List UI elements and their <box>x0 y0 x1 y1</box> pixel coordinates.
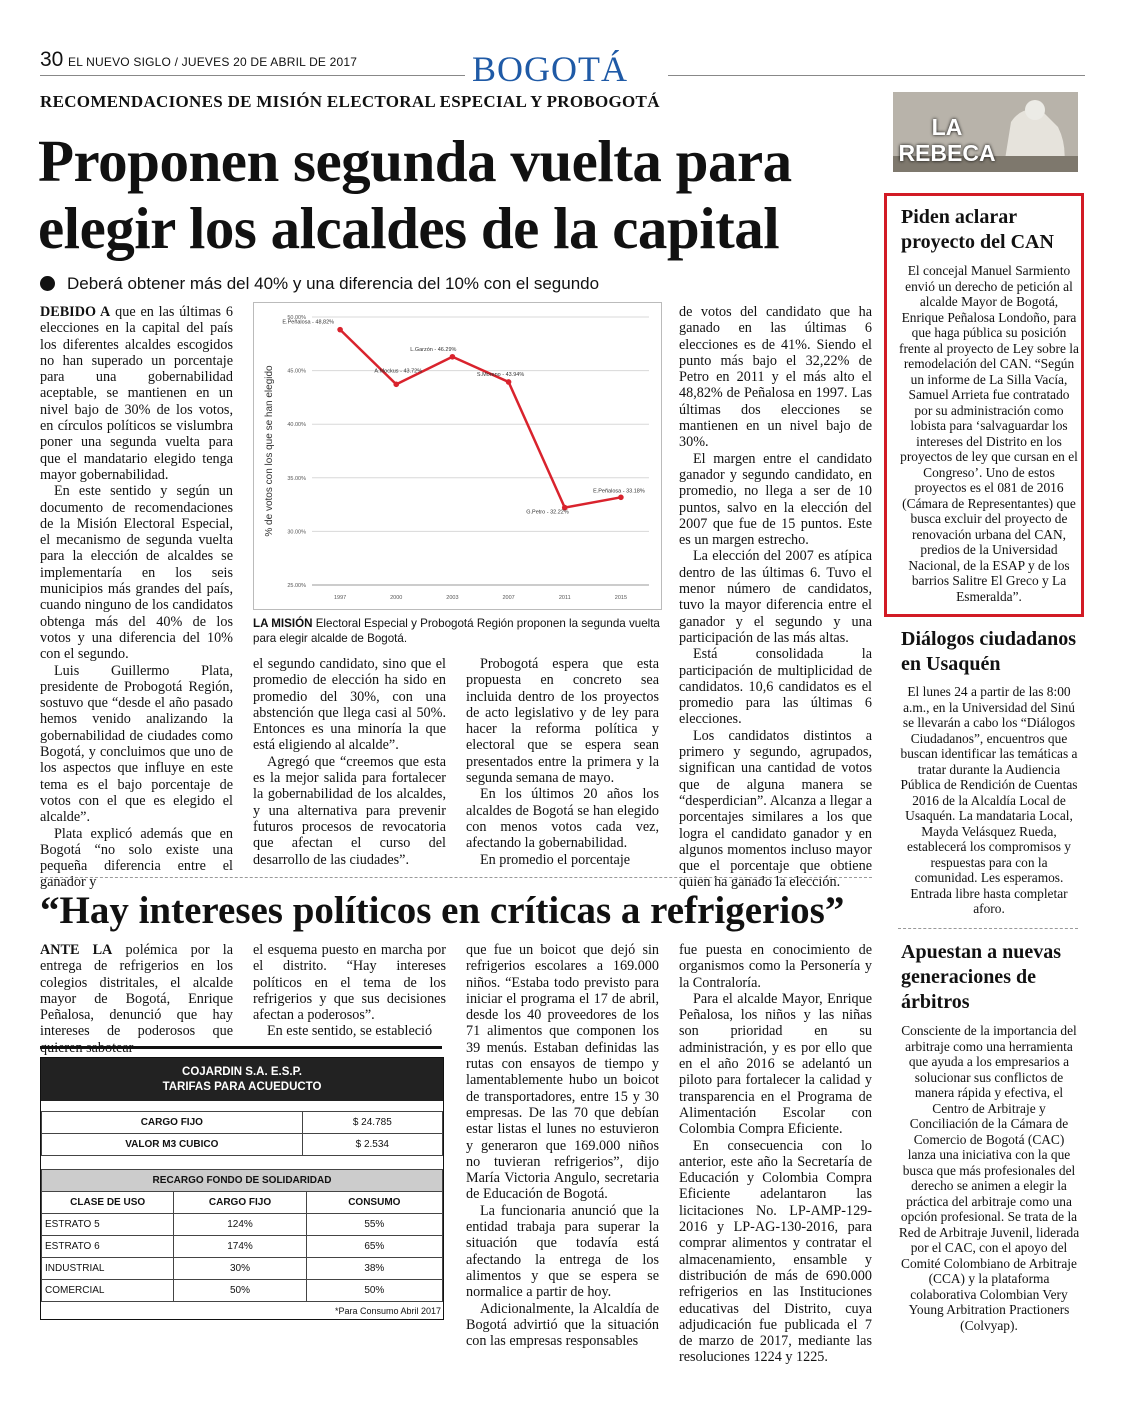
table-cell: ESTRATO 5 <box>42 1214 174 1236</box>
paragraph: fue puesta en conocimiento de organismos como la Personería y la Contraloría. <box>679 942 872 991</box>
paragraph: Agregó que “creemos que esta es la mejor salida para fortalecer la gobernabilidad de los alcaldes, y una alternativa para prevenir futuros procesos de revocatoria que afectan el curso del desarrollo de las ciudades”. <box>253 753 446 868</box>
table-cell: $ 2.534 <box>302 1134 442 1156</box>
table-row <box>42 1134 443 1156</box>
paragraph: Para el alcalde Mayor, Enrique Peñalosa, los niños y las niñas son prioridad en su administración, y es por ello que en el año 2016 se adelantó un piloto para fortalecer la calidad y transparencia en el Programa de Alimentación Escolar con Colombia Compra Eficiente. <box>679 990 872 1138</box>
y-tick-label: 50.00% <box>287 315 306 321</box>
x-tick-label: 2000 <box>390 595 403 601</box>
sidebar-item-title: Piden aclarar proyecto del CAN <box>901 206 1054 253</box>
y-tick-label: 35.00% <box>287 475 306 482</box>
paragraph: Probogotá espera que esta propuesta en concreto sea incluida dentro de los proyectos de acto legislativo y de ley para hacer la reforma política y electoral que se espera sean presentados entre la primera y la segunda semana de mayo. <box>466 656 659 787</box>
chart-caption <box>253 616 663 646</box>
data-point <box>337 327 343 333</box>
paragraph: de votos del candidato que ha ganado en las últimas 6 elecciones es de 41%. Siendo el punto más bajo el 32,22% de Petro en 2011 y el más alto el 48,82% de Peñalosa en 1997. Las últimas dos elecciones se mantienen en un nivel bajo de 30%. <box>679 304 872 451</box>
article-kicker: RECOMENDACIONES DE MISIÓN ELECTORAL ESPECIAL Y PROBOGOTÁ <box>40 92 660 111</box>
article-column-1 <box>40 304 233 891</box>
article-divider <box>40 877 872 878</box>
column-header: CONSUMO <box>306 1192 442 1214</box>
table-cell: 30% <box>174 1258 306 1280</box>
series-line <box>340 330 621 508</box>
y-tick-label: 25.00% <box>287 583 306 589</box>
paragraph-text: polémica por la entrega de refrigerios en los colegios distritales, el alcalde mayor de Bogotá, Enrique Peñalosa, denunció que hay intereses de poderosos que quieren sabotear <box>40 942 234 1056</box>
y-tick-label: 40.00% <box>287 422 306 429</box>
paragraph <box>40 942 233 1056</box>
sidebar-item-title: Diálogos ciudadanos en Usaquén <box>901 628 1077 675</box>
tariff-table-header <box>41 1058 443 1101</box>
paragraph: En este sentido y según un documento de recomendaciones de la Misión Electoral Especial, el mecanismo de segunda vuelta para la elección de alcaldes se implementaría en los seis municipios más grandes del país, cuando ninguno de los candidatos obtenga más del 40% de los votos y una diferencia del 10% con el segundo. <box>40 483 233 663</box>
paragraph: el esquema puesto en marcha por el distrito. “Hay intereses políticos en el tema de los refrigerios y que sus decisiones afectan a poderosos”. <box>253 942 446 1024</box>
second-column-3 <box>466 942 659 1349</box>
paragraph: En este sentido, se estableció <box>267 1023 433 1040</box>
table-cell: CARGO FIJO <box>42 1112 303 1134</box>
table-cell: 55% <box>306 1214 442 1236</box>
tariff-table-box <box>40 1057 444 1320</box>
x-tick-label: 2015 <box>614 595 628 601</box>
paragraph: Adicionalmente, la Alcaldía de Bogotá advirtió que la situación con las empresas responsables <box>466 1300 659 1350</box>
table-row <box>42 1280 443 1302</box>
masthead-rule-right <box>668 75 1085 76</box>
paragraph: La elección del 2007 es atípica dentro de las últimas 6. Tuvo el menor número de candidatos, tuvo la mayor diferencia entre el ganador y el segundo y una participación de las más altas. <box>679 548 872 646</box>
tariff-surcharge-table <box>41 1169 443 1302</box>
tariff-fixed-table <box>41 1111 443 1156</box>
sidebar-item-title: Apuestan a nuevas generaciones de árbitros <box>901 941 1062 1013</box>
caption-text: Electoral Especial y Probogotá Región proponen la segunda vuelta para elegir alcalde de Bogotá. <box>253 617 660 645</box>
column-header: CARGO FIJO <box>174 1192 306 1214</box>
column-header: CLASE DE USO <box>42 1192 174 1214</box>
section-label <box>897 114 997 166</box>
label-line: REBECA <box>898 140 996 166</box>
paragraph <box>40 304 233 483</box>
article-column-4 <box>679 304 872 891</box>
table-row <box>42 1170 443 1192</box>
data-label: L.Garzón - 46.29% <box>410 346 457 353</box>
article-headline: Proponen segunda vuelta para elegir los alcaldes de la capital <box>38 128 792 261</box>
table-cell: VALOR M3 CUBICO <box>42 1134 303 1156</box>
second-column-1 <box>40 942 233 1056</box>
article-subhead <box>40 274 599 294</box>
paragraph: En consecuencia con lo anterior, este año la Secretaría de Educación y Colombia Compra Eficiente adelantaron las licitaciones No. LP-AMP-129-2016 y LP-AG-130-2016, para comprar alimentos y contratar el almacenamiento, ensamble y distribución de más de 690.000 refrigerios en las Instituciones educativas del Distrito, cuya adjudicación fue publicada el 7 de marzo de 2017, mediante las resoluciones 1224 y 1225. <box>679 1137 872 1366</box>
table-cell: COMERCIAL <box>42 1280 174 1302</box>
y-axis-label: % de votos con los que se han elegido <box>264 365 275 537</box>
table-row <box>42 1112 443 1134</box>
table-cell: 65% <box>306 1236 442 1258</box>
table-cell: $ 24.785 <box>302 1112 442 1134</box>
table-row <box>42 1258 443 1280</box>
table-cell: 38% <box>306 1258 442 1280</box>
paragraph-text: que en las últimas 6 elecciones en la capital del país los diferentes alcaldes escogidos no han superado un porcentaje para una gobernabilidad aceptable, se mantienen en un nivel bajo de 30% de los votos, en círculos políticos se vislumbra poner una segunda vuelta para que el mandatario elegido tenga mayor gobernabilidad. <box>40 304 233 483</box>
table-section-title: RECARGO FONDO DE SOLIDARIDAD <box>42 1170 443 1192</box>
table-cell: ESTRATO 6 <box>42 1236 174 1258</box>
table-header-row <box>42 1192 443 1214</box>
paragraph: El margen entre el candidato ganador y segundo candidato, en promedio, no llega a ser de 10 puntos, salvo en la elección del 2007 que fue de 15 puntos. Este es un margen estrecho. <box>679 450 872 549</box>
second-column-2 <box>253 942 446 1040</box>
page-number: 30 <box>40 48 64 71</box>
article-column-3 <box>466 656 659 868</box>
data-label: E.Peñalosa - 33.18% <box>593 488 645 495</box>
sidebar-item-text: Consciente de la importancia del arbitraje como una herramienta que ayuda a los empresarios a solucionar sus conflictos de manera rápida y efectiva, el Centro de Arbitraje y Conciliación de la Cámara de Comercio de Bogotá (CAC) lanza una iniciativa con la que busca que más profesionales del derecho se animen a elegir la práctica del arbitraje como una opción profesional. Se trata de la Red de Arbitraje Juvenil, liderada por el CAC, con el apoyo del Comité Colombiano de Arbitraje (CCA) y la plataforma colaborativa Colombian Very Young Arbitration Practioners (Colvyap). <box>898 1023 1080 1333</box>
lead-word: ANTE LA <box>40 942 113 958</box>
paragraph: Luis Guillermo Plata, presidente de Probogotá Región, sostuvo que “desde el año pasado hemos venido analizando la gobernabilidad de ciudades como Bogotá, y concluimos que uno de los aspectos que influye en este tema es el bajo porcentaje de votos con el que es elegido el alcalde”. <box>40 662 233 826</box>
paragraph: que fue un boicot que dejó sin refrigerios escolares a 169.000 niños. “Estaba todo previsto para iniciar el programa el 17 de abril, desde los 40 proveedores de los 71 alimentos que componen los 39 menús. Estaban definidas las rutas con ensayos de tiempo y lamentablemente hubo un boicot de transportadores, entre 15 y 30 empresas. De las 70 que debían estar listas el lunes no estuvieron y generaron que 169.000 niños no tuvieran refrigerios”, dijo María Victoria Angulo, secretaria de Educación de Bogotá. <box>466 942 659 1203</box>
paragraph: En los últimos 20 años los alcaldes de Bogotá se han elegido con menos votos cada vez, afectando la gobernabilidad. <box>466 786 659 852</box>
bullet-icon <box>40 276 55 291</box>
data-label: S.Moreno - 43.94% <box>476 371 525 378</box>
y-tick-label: 30.00% <box>287 529 306 536</box>
section-title: BOGOTÁ <box>472 49 628 89</box>
second-headline: “Hay intereses políticos en críticas a refrigerios” <box>40 889 845 932</box>
table-cell: 124% <box>174 1214 306 1236</box>
data-point <box>506 379 512 385</box>
paragraph: el segundo candidato, sino que el promedio de elección ha sido en promedio del 30%, con una abstención que llega casi al 50%. Entonces es una minoría la que está eligiendo al alcalde”. <box>253 656 446 754</box>
second-column-4 <box>679 942 872 1366</box>
x-tick-label: 2003 <box>446 595 459 601</box>
data-label: A.Mockus - 43.72% <box>374 368 423 375</box>
company-name: COJARDIN S.A. E.S.P. <box>182 1066 302 1078</box>
sidebar-item-text: El lunes 24 a partir de las 8:00 a.m., en la Universidad del Sinú se llevarán a cabo los “Diálogos Ciudadanos”, encuentros que buscan identificar las temáticas a tratar durante la Audiencia Pública de Rendición de Cuentas 2016 de la Alcaldía Local de Usaquén. La mandataria Local, Mayda Velásquez Rueda, establecerá los compromisos y respuestas para con la comunidad. Les esperamos. Entrada libre hasta completar aforo. <box>900 684 1078 916</box>
chart-svg <box>254 303 661 609</box>
table-cell: INDUSTRIAL <box>42 1258 174 1280</box>
data-label: G.Petro - 32.22% <box>526 509 569 516</box>
data-point <box>393 382 399 388</box>
paragraph: Plata explicó además que en Bogotá “no solo existe una pequeña diferencia entre el ganador y <box>40 825 233 891</box>
table-cell: 174% <box>174 1236 306 1258</box>
x-tick-label: 1997 <box>333 595 347 601</box>
x-tick-label: 2007 <box>502 595 515 601</box>
table-cell: 50% <box>174 1280 306 1302</box>
x-tick-label: 2011 <box>558 595 571 601</box>
line-chart <box>253 302 662 610</box>
table-footnote: *Para Consumo Abril 2017 <box>334 1306 441 1316</box>
caption-lead: LA MISIÓN <box>253 617 313 630</box>
paragraph: La funcionaria anunció que la entidad trabaja para superar la situación que todavía está afectando la entrega de los alimentos y que se espera se normalice a partir de hoy. <box>466 1202 659 1301</box>
lead-word: DEBIDO A <box>40 304 111 320</box>
paragraph: En promedio el porcentaje <box>480 851 631 868</box>
sidebar-item-text: El concejal Manuel Sarmiento envió un derecho de petición al alcalde Mayor de Bogotá, Enrique Peñalosa Londoño, para que haga pública su posición frente al proyecto de Ley sobre la remodelación del CAN. “Según un informe de La Silla Vacía, Samuel Arrieta fue contratado por su administración como lobista para ‘salvaguardar los intereses del Distrito en los proyectos de ley que cursan en el Congreso’. Uno de estos proyectos es el 081 de 2016 (Cámara de Representantes) que busca excluir del proyecto de renovación urbana del CAN, predios de la Universidad Nacional, de la ESAP y de los barrios Salitre El Greco y La Esmeralda”. <box>899 263 1079 604</box>
paragraph: Está consolidada la participación de multiplicidad de candidatos. 10,6 candidatos es el promedio para las últimas 6 elecciones. <box>679 646 872 728</box>
masthead-rule-left <box>40 75 465 76</box>
table-row <box>42 1236 443 1258</box>
table-cell: 50% <box>306 1280 442 1302</box>
article-column-2 <box>253 656 446 868</box>
table-row <box>42 1214 443 1236</box>
subhead-text: Deberá obtener más del 40% y una diferencia del 10% con el segundo <box>67 274 600 293</box>
data-point <box>450 354 456 360</box>
tariff-title: TARIFAS PARA ACUEDUCTO <box>162 1081 322 1093</box>
data-label: E.Peñalosa - 48,82% <box>282 319 335 326</box>
paragraph: Los candidatos distintos a primero y segundo, agrupados, significan una cantidad de votos que de alguna manera se “desperdician”. Alcanza a llegar a porcentajes similares a los que logra el candidato ganador y en algunos momentos incluso mayor que el porcentaje que obtiene quien ha ganado la elección. <box>679 727 872 891</box>
table-top-rule <box>40 1046 442 1049</box>
label-line: LA <box>931 114 963 140</box>
y-tick-label: 45.00% <box>287 368 306 375</box>
dateline: EL NUEVO SIGLO / JUEVES 20 DE ABRIL DE 2017 <box>68 55 358 69</box>
sidebar-divider <box>898 928 1078 929</box>
la-rebeca-photo <box>893 92 1078 172</box>
data-point <box>618 495 624 501</box>
